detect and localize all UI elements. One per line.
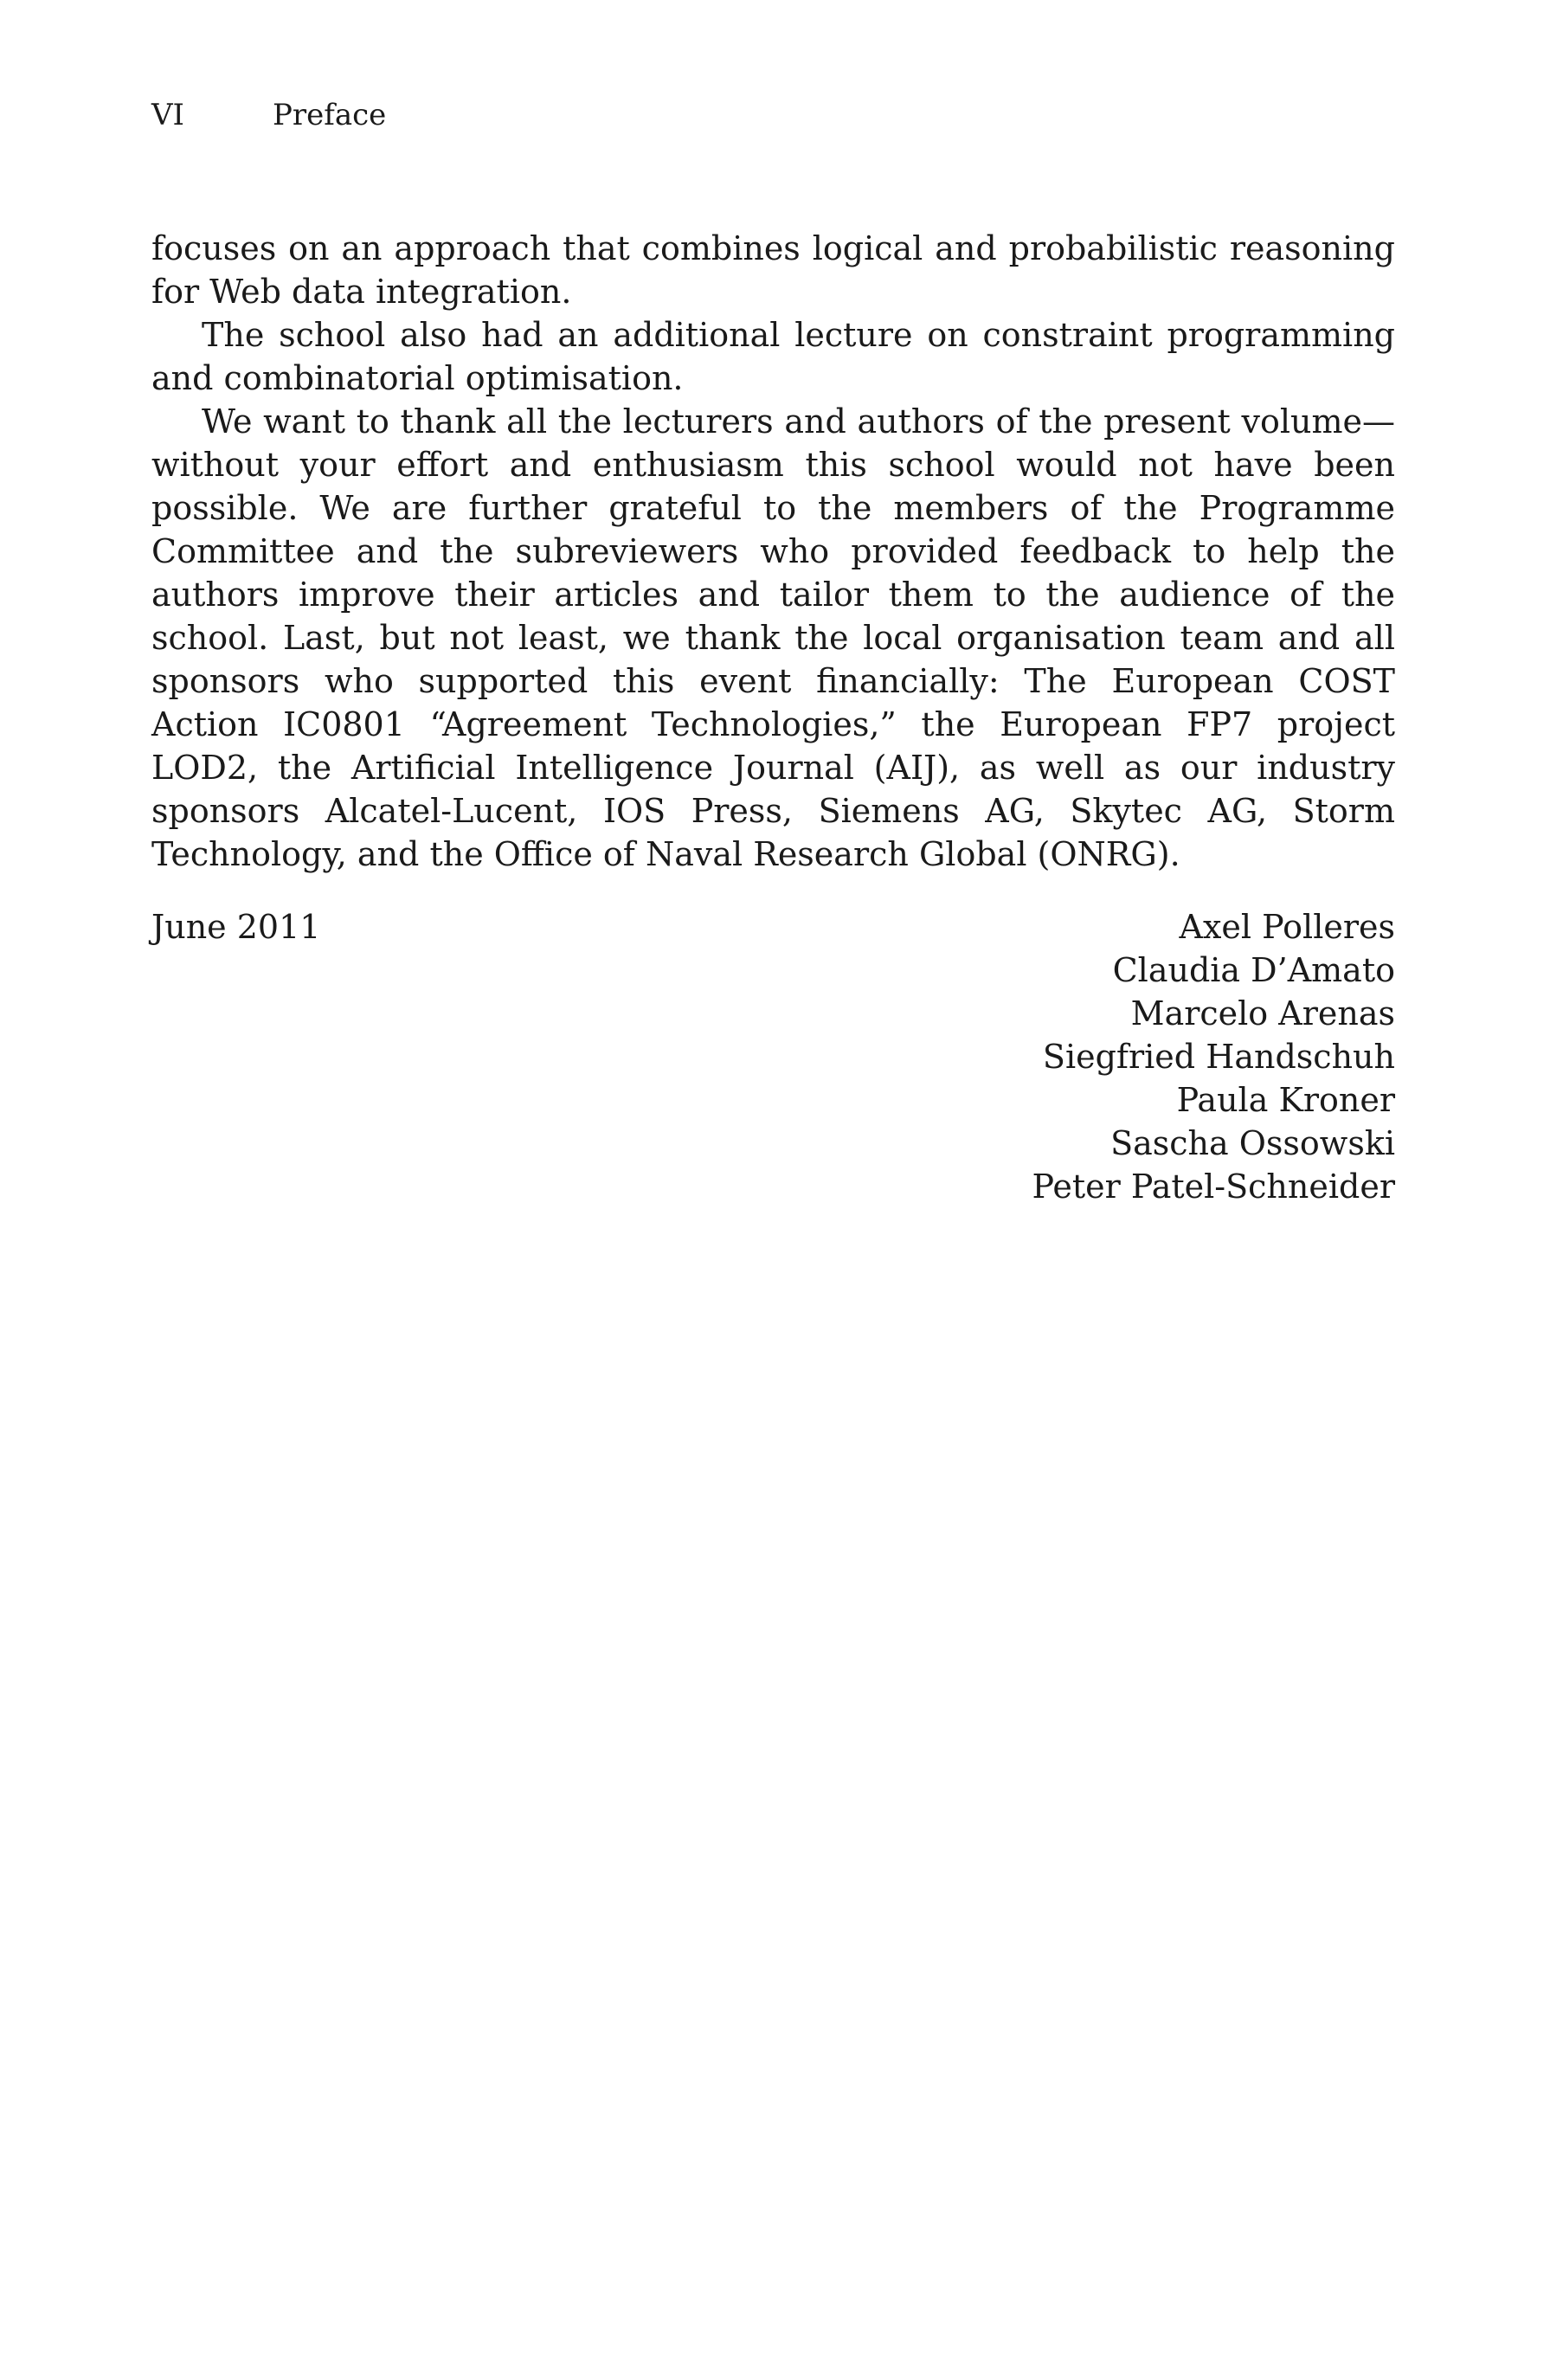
editor-name: Axel Polleres bbox=[1179, 908, 1395, 946]
editor-list bbox=[1032, 905, 1395, 1208]
paragraph-continued: focuses on an approach that combines logical and probabilistic reasoning for Web data integration. bbox=[151, 229, 1395, 311]
editor-name: Marcelo Arenas bbox=[1130, 994, 1395, 1032]
editor-name: Paula Kroner bbox=[1176, 1081, 1395, 1119]
page-number: VI bbox=[151, 98, 184, 132]
preface-date: June 2011 bbox=[151, 908, 321, 946]
editor-name: Sascha Ossowski bbox=[1110, 1124, 1395, 1162]
paragraph-acknowledgements: We want to thank all the lecturers and authors of the present volume—without your effort and enthusiasm this school would not have been possible. We are further grateful to the members of the Programme Committee and the subreviewers who provided feedback to help the authors improve their articles and tailor them to the audience of the school. Last, but not least, we thank the local organisation team and all sponsors who supported this event financially: The European COST Action IC0801 “Agreement Technologies,” the European FP7 project LOD2, the Artificial Intelligence Journal (AIJ), as well as our industry sponsors Alcatel-Lucent, IOS Press, Siemens AG, Skytec AG, Storm Technology, and the Office of Naval Research Global (ONRG). bbox=[151, 402, 1395, 873]
editor-name: Peter Patel-Schneider bbox=[1032, 1167, 1395, 1206]
editor-name: Claudia D’Amato bbox=[1112, 951, 1395, 989]
running-head bbox=[151, 93, 1398, 137]
section-title: Preface bbox=[273, 98, 387, 132]
editor-name: Siegfried Handschuh bbox=[1042, 1038, 1395, 1076]
preface-body bbox=[151, 227, 1395, 876]
paragraph-additional-lecture: The school also had an additional lecture on constraint programming and combinatorial optimisation. bbox=[151, 316, 1395, 397]
